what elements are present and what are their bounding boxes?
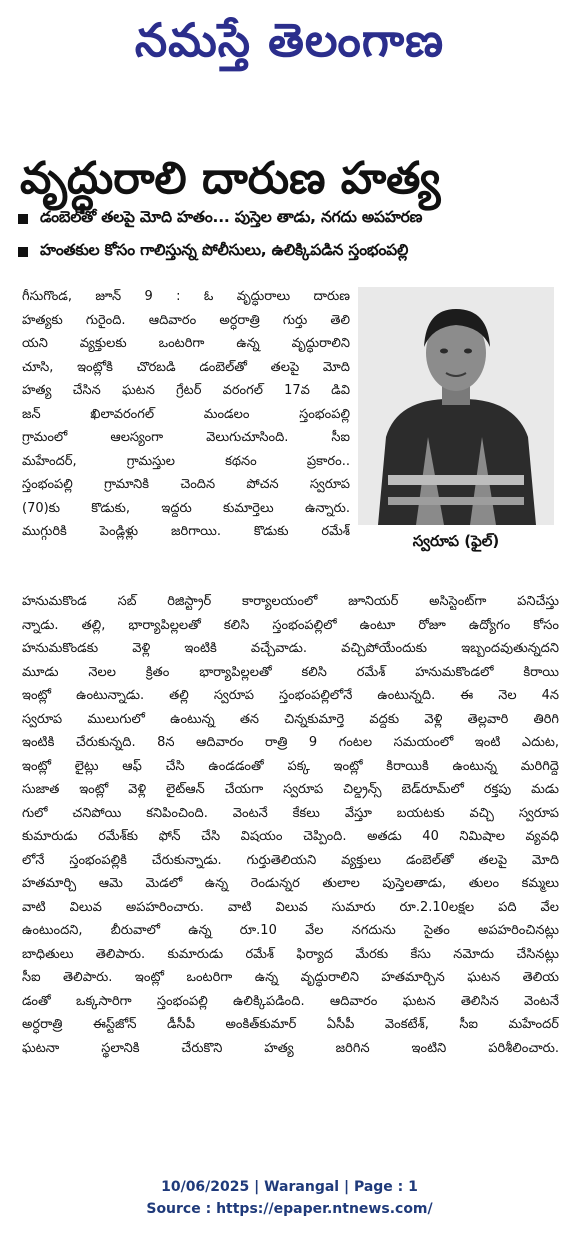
- article-body-narrow-column: [22, 285, 350, 544]
- source-link[interactable]: Source : https://epaper.ntnews.com/: [146, 1201, 433, 1217]
- photo-caption: స్వరూప (ఫైల్): [412, 532, 500, 550]
- body-text-line: గులో చనిపోయి కనిపించింది. వెంటనే కేకలు వేస్తూ బయటకు వచ్చి స్వరూప: [22, 805, 559, 821]
- body-text-line: అర్ధరాత్రి ఈస్ట్‌జోన్ డీసీపీ అంకిత్‌కుమార్ ఏసీపీ వెంకటేశ్, సీఐ మహేందర్: [22, 1017, 559, 1032]
- body-text-line: బాధితులు తెలిపారు. కుమారుడు రమేశ్ ఫిర్యాద మేరకు కేసు నమోదు చేసినట్లు: [22, 946, 559, 962]
- portrait-image: [358, 287, 554, 525]
- body-text-line: హత్య చేసిన ఘటన గ్రేటర్ వరంగల్ 17వ డివి: [22, 383, 350, 398]
- body-text-line: సీఐ తెలిపారు. ఇంట్లో ఒంటరిగా ఉన్న వృద్ధురాలిని హతమార్చిన ఘటన తెలియ: [22, 970, 559, 985]
- body-text-line: వాటి విలువ అపహరించారు. వాటి విలువ సుమారు రూ.2.10లక్షల పది వేల: [22, 899, 559, 915]
- masthead: [0, 0, 579, 80]
- body-text-line: ఇంట్లో లైట్లు ఆఫ్ చేసి ఉండడంతో పక్క ఇంట్లో కిరాయికి ఉంటున్న మరిగిద్దె: [22, 758, 559, 774]
- bullet-square-icon: [18, 247, 28, 257]
- subheadline-list: [18, 202, 568, 268]
- subheadline-text: హంతకుల కోసం గాలిస్తున్న పోలీసులు, ఉలిక్కిపడిన స్తంభంపల్లి: [40, 240, 409, 259]
- body-text-line: గ్రామంలో ఆలస్యంగా వెలుగుచూసింది. సీఐ: [22, 430, 350, 445]
- subheadline-item: [18, 202, 568, 235]
- body-text-line: హనుమకొండ సబ్ రిజిస్ట్రార్ కార్యాలయంలో జూనియర్ అసిస్టెంట్‌గా పనిచేస్తు: [22, 594, 559, 609]
- subheadline-item: [18, 235, 568, 268]
- body-text-line: డంతో ఒక్కసారిగా స్తంభంపల్లి ఉలిక్కిపడింది. ఆదివారం ఘటన తెలిసిన వెంటనే: [22, 993, 559, 1009]
- subheadline-text: డంబెల్‌తో తలపై మోది హతం... పుస్తెల తాడు, నగదు అపహరణ: [40, 207, 423, 226]
- victim-photo: [358, 287, 554, 525]
- body-text-line: స్తంభంపల్లి గ్రామానికి చెందిన పోచన స్వరూప: [22, 477, 350, 492]
- body-text-line: (70)కు కొడుకు, ఇద్దరు కుమార్తెలు ఉన్నారు.: [22, 500, 350, 516]
- body-text-line: గీసుగొండ, జూన్ 9 : ఓ వృద్ధురాలు దారుణ: [22, 289, 350, 304]
- body-text-line: ఘటనా స్థలానికి చేరుకొని హత్య జరిగిన ఇంటిని పరిశీలించారు.: [22, 1040, 559, 1056]
- body-text-line: మూడు నెలల క్రితం భార్యాపిల్లలతో కలిసి రమేశ్ హనుమకొండలో కిరాయి: [22, 664, 559, 680]
- body-text-line: ముగ్గురికి పెండ్లిళ్లు జరిగాయి. కొడుకు రమేశ్: [22, 524, 350, 539]
- body-text-line: ఇంటికి చేరుకున్నది. 8న ఆదివారం రాత్రి 9 గంటల సమయంలో ఇంటి ఎదుట,: [22, 735, 559, 750]
- edition-info: 10/06/2025 | Warangal | Page : 1: [161, 1179, 418, 1195]
- body-text-line: న్నాడు. తల్లి, భార్యాపిల్లలతో కలిసి స్తంభంపల్లిలో ఉంటూ రోజూ ఉద్యోగం కోసం: [22, 617, 559, 633]
- article-headline: వృద్ధురాలి దారుణ హత్య: [20, 153, 441, 205]
- newspaper-title: నమస్తే తెలంగాణ: [134, 13, 445, 67]
- body-text-line: ఉంటుందని, బీరువాలో ఉన్న రూ.10 వేల నగదును సైతం అపహరించినట్లు: [22, 923, 559, 938]
- body-text-line: చూసి, ఇంట్లోకి చొరబడి డంబెల్‌తో తలపై మోది: [22, 359, 350, 375]
- article-body-full-column: [22, 590, 559, 1060]
- body-text-line: స్వరూప ములుగులో ఉంటున్న తన చిన్నకుమార్తె వద్దకు వెళ్లి తెల్లవారి తిరిగి: [22, 711, 559, 727]
- body-text-line: కుమారుడు రమేశ్‌కు ఫోన్ చేసి విషయం చెప్పింది. అతడు 40 నిమిషాల వ్యవధి: [22, 829, 559, 844]
- bullet-square-icon: [18, 214, 28, 224]
- body-text-line: హనుమకొండకు వెళ్లి ఇంటికి వచ్చేవాడు. వచ్చిపోయేందుకు ఇబ్బందవుతున్నదని: [22, 641, 559, 656]
- body-text-line: సుజాత ఇంట్లో వెళ్లి లైట్‌ఆన్ చేయగా స్వరూప చిల్డ్రన్స్ బెడ్‌రూమ్‌లో రక్తపు మడు: [22, 782, 559, 797]
- body-text-line: లోనే స్తంభంపల్లికి చేరుకున్నాడు. గుర్తుతెలియని వ్యక్తులు డంబెల్‌తో తలపై మోది: [22, 852, 559, 868]
- body-text-line: యని వ్యక్తులకు ఒంటరిగా ఉన్న వృద్ధురాలిని: [22, 336, 350, 351]
- body-text-line: మహేందర్, గ్రామస్తుల కథనం ప్రకారం..: [22, 453, 350, 469]
- body-text-line: జన్ ఖిలావరంగల్ మండలం స్తంభంపల్లి: [22, 406, 350, 422]
- body-text-line: హత్యకు గురైంది. ఆదివారం అర్ధరాత్రి గుర్తు తెలి: [22, 312, 350, 328]
- body-text-line: హతమార్చి ఆమె మెడలో ఉన్న రెండున్నర తులాల పుస్తెలతాడు, తులం కమ్మలు: [22, 876, 559, 891]
- body-text-line: ఇంట్లో ఉంటున్నాడు. తల్లి స్వరూప స్తంభంపల్లిలోనే ఉంటున్నది. ఈ నెల 4న: [22, 688, 559, 703]
- page-footer: [0, 1176, 579, 1220]
